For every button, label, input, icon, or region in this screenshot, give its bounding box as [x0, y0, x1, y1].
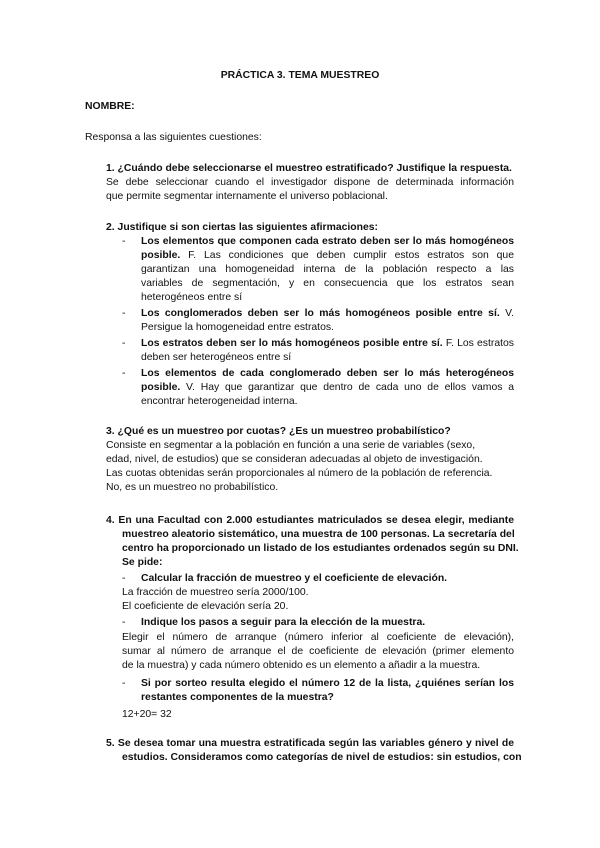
answer-1-line: Se debe seleccionar cuando el investigador dispone de determinada información: [106, 177, 514, 188]
question-2: 2. Justifique si son ciertas las siguientes afirmaciones:: [106, 222, 378, 233]
statement-3-line: Los estratos deben ser lo más homogéneos posible entre sí. F. Los estratos: [141, 338, 514, 349]
question-4-line: 4. En una Facultad con 2.000 estudiantes matriculados se desea elegir, mediante: [106, 515, 514, 526]
statement-1-line: variables de segmentación, y en consecuencia que los estratos sean: [141, 278, 514, 289]
bullet-dash: -: [122, 617, 126, 628]
name-label: NOMBRE:: [85, 101, 135, 112]
answer-4a-line: El coeficiente de elevación sería 20.: [122, 601, 289, 612]
answer-4a-line: La fracción de muestreo sería 2000/100.: [122, 587, 309, 598]
answer-4b-line: sumar al número de arranque el de coeficiente de elevación (primer elemento: [122, 646, 514, 657]
statement-1-line: posible. F. Las condiciones que deben cumplir estos estratos son que: [141, 250, 514, 261]
bullet-dash: -: [122, 678, 126, 689]
bullet-dash: -: [122, 338, 126, 349]
answer-3-line: No, es un muestreo no probabilístico.: [106, 482, 279, 493]
statement-4-line: Los elementos de cada conglomerado deben ser lo más heterogéneos: [141, 368, 514, 379]
bullet-dash: -: [122, 368, 126, 379]
question-3: 3. ¿Qué es un muestreo por cuotas? ¿Es un muestreo probabilístico?: [106, 426, 451, 437]
bullet-dash: -: [122, 573, 126, 584]
statement-2-line: Persigue la homogeneidad entre estratos.: [141, 322, 334, 333]
page-title: PRÁCTICA 3. TEMA MUESTREO: [220, 70, 380, 81]
answer-4c: 12+20= 32: [122, 709, 172, 720]
statement-3-line: deben ser heterogéneos entre sí: [141, 352, 292, 363]
subquestion-4c-line: Si por sorteo resulta elegido el número 12 de la lista, ¿quiénes serían los: [141, 678, 514, 689]
question-5-line: estudios. Consideramos como categorías de nivel de estudios: sin estudios, con: [122, 752, 522, 763]
bullet-dash: -: [122, 236, 126, 247]
answer-4b-line: Elegir el número de arranque (número inferior al coeficiente de elevación),: [122, 632, 514, 643]
bullet-dash: -: [122, 308, 126, 319]
subquestion-4b: Indique los pasos a seguir para la elección de la muestra.: [141, 617, 426, 628]
answer-3-line: Las cuotas obtenidas serán proporcionales al número de la población de referencia.: [106, 468, 493, 479]
statement-1-line: Los elementos que componen cada estrato deben ser lo más homogéneos: [141, 236, 514, 247]
intro-text: Responsa a las siguientes cuestiones:: [85, 132, 262, 143]
subquestion-4a: Calcular la fracción de muestreo y el coeficiente de elevación.: [141, 573, 448, 584]
statement-2-line: Los conglomerados deben ser lo más homogéneos posible entre sí. V.: [141, 308, 515, 319]
answer-3-line: edad, nivel, de estudios) que se consideran adecuadas al objeto de investigación.: [106, 454, 483, 465]
statement-4-line: encontrar heterogeneidad interna.: [141, 396, 298, 407]
statement-1-line: heterogéneos entre sí: [141, 292, 243, 303]
statement-1-line: garantizan una homogeneidad interna de la población respecto a las: [141, 264, 514, 275]
question-4-line: muestreo aleatorio sistemático, una muestra de 100 personas. La secretaría del: [122, 529, 515, 540]
question-4-line: Se pide:: [122, 557, 163, 568]
answer-3-line: Consiste en segmentar a la población en función a una serie de variables (sexo,: [106, 440, 476, 451]
answer-4b-line: de la muestra) y cada número obtenido es un elemento a añadir a la muestra.: [122, 660, 481, 671]
question-1: 1. ¿Cuándo debe seleccionarse el muestreo estratificado? Justifique la respuesta.: [106, 163, 512, 174]
question-4-line: centro ha proporcionado un listado de los estudiantes ordenados según su DNI.: [122, 543, 519, 554]
subquestion-4c-line: restantes componentes de la muestra?: [141, 692, 334, 703]
question-5-line: 5. Se desea tomar una muestra estratificada según las variables género y nivel de: [106, 738, 514, 749]
statement-4-line: posible. V. Hay que garantizar que dentro de cada uno de ellos vamos a: [141, 382, 514, 393]
answer-1-line: que permite segmentar internamente el universo poblacional.: [106, 191, 388, 202]
